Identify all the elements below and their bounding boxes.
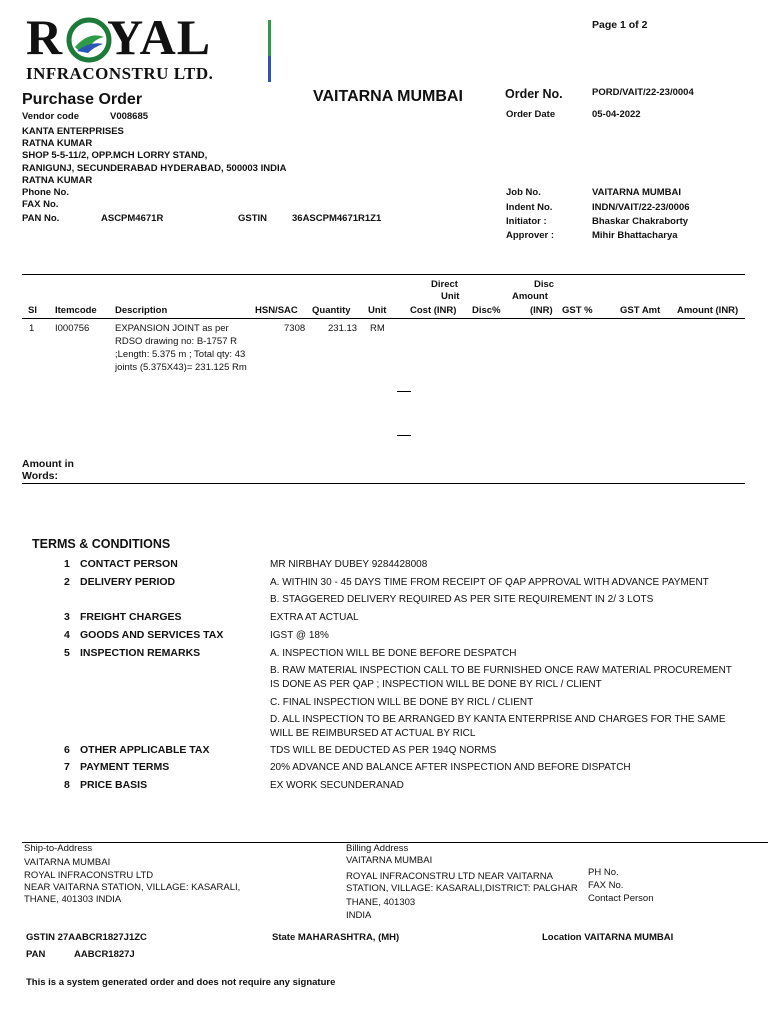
row-itemcode: I000756 xyxy=(55,323,90,334)
term-value: TDS WILL BE DEDUCTED AS PER 194Q NORMS xyxy=(270,745,497,756)
table-bottom-rule xyxy=(22,483,745,484)
company-state: State MAHARASHTRA, (MH) xyxy=(272,932,400,943)
billing-contact-label: Contact Person xyxy=(588,893,654,904)
term-number: 3 xyxy=(64,611,70,623)
logo-bar-green xyxy=(268,20,271,56)
col-gst-amt: GST Amt xyxy=(620,305,661,316)
job-no: VAITARNA MUMBAI xyxy=(592,187,682,198)
col-itemcode: Itemcode xyxy=(55,305,97,316)
term-label: PRICE BASIS xyxy=(80,779,148,791)
row-sl: 1 xyxy=(29,323,35,334)
term-label: FREIGHT CHARGES xyxy=(80,611,182,623)
logo-subtitle: INFRACONSTRU LTD. xyxy=(26,64,214,83)
order-date-label: Order Date xyxy=(506,109,556,120)
term-number: 2 xyxy=(64,576,70,588)
term-label: INSPECTION REMARKS xyxy=(80,647,201,659)
billing-line: THANE, 401303 xyxy=(346,897,416,908)
col-gst-pct: GST % xyxy=(562,305,593,316)
ship-to-label: Ship-to-Address xyxy=(24,843,93,854)
document-title: Purchase Order xyxy=(22,91,143,108)
col-direct-line3: Cost (INR) xyxy=(410,305,457,316)
site-title: VAITARNA MUMBAI xyxy=(313,88,463,105)
vendor-line: RATNA KUMAR xyxy=(22,175,93,186)
vendor-fax-label: FAX No. xyxy=(22,199,59,210)
billing-line: INDIA xyxy=(346,910,372,921)
order-date: 05-04-2022 xyxy=(592,109,641,120)
logo-wordmark: R YAL xyxy=(26,9,212,65)
term-value: B. STAGGERED DELIVERY REQUIRED AS PER SITE REQUIREMENT IN 2/ 3 LOTS xyxy=(270,594,654,605)
term-label: GOODS AND SERVICES TAX xyxy=(80,629,224,641)
order-no-label: Order No. xyxy=(505,87,563,101)
col-disc-pct: Disc% xyxy=(472,305,501,316)
billing-line: STATION, VILLAGE: KASARALI,DISTRICT: PALGHAR xyxy=(346,883,578,894)
billing-phone-label: PH No. xyxy=(588,867,619,878)
company-gstin: GSTIN 27AABCR1827J1ZC xyxy=(26,932,147,943)
logo-bar-blue xyxy=(268,56,271,82)
job-no-label: Job No. xyxy=(506,187,541,198)
term-number: 7 xyxy=(64,761,70,773)
row-quantity: 231.13 xyxy=(328,323,358,334)
vendor-pan: ASCPM4671R xyxy=(101,213,164,224)
col-amount: Amount (INR) xyxy=(677,305,739,316)
term-number: 4 xyxy=(64,629,70,641)
term-value: 20% ADVANCE AND BALANCE AFTER INSPECTION AND BEFORE DISPATCH xyxy=(270,762,631,773)
term-number: 1 xyxy=(64,558,70,570)
ship-to-line: THANE, 401303 INDIA xyxy=(24,894,122,905)
billing-line: ROYAL INFRACONSTRU LTD NEAR VAITARNA xyxy=(346,871,553,882)
term-number: 5 xyxy=(64,647,70,659)
vendor-line: KANTA ENTERPRISES xyxy=(22,126,124,137)
page-number: Page 1 of 2 xyxy=(592,19,648,31)
initiator-label: Initiator : xyxy=(506,216,547,227)
subtotal-dash xyxy=(397,391,411,392)
company-location: Location VAITARNA MUMBAI xyxy=(542,932,674,943)
vendor-line: SHOP 5-5-11/2, OPP.MCH LORRY STAND, xyxy=(22,150,208,161)
billing-fax-label: FAX No. xyxy=(588,880,624,891)
col-disc-amount-line1: Disc xyxy=(534,279,555,290)
amount-in-words-label: Amount in Words: xyxy=(22,458,74,482)
term-label: PAYMENT TERMS xyxy=(80,761,170,773)
company-pan: AABCR1827J xyxy=(74,949,135,960)
logo-o-emblem-icon xyxy=(66,17,112,63)
billing-line: VAITARNA MUMBAI xyxy=(346,855,433,866)
ship-to-line: NEAR VAITARNA STATION, VILLAGE: KASARALI, xyxy=(24,882,241,893)
approver: Mihir Bhattacharya xyxy=(592,230,678,241)
company-pan-label: PAN xyxy=(26,949,46,960)
ship-to-line: VAITARNA MUMBAI xyxy=(24,857,111,868)
term-value: C. FINAL INSPECTION WILL BE DONE BY RICL / CLIENT xyxy=(270,697,534,708)
indent-no-label: Indent No. xyxy=(506,202,553,213)
col-disc-amount-line3: (INR) xyxy=(530,305,553,316)
term-value: A. WITHIN 30 - 45 DAYS TIME FROM RECEIPT OF QAP APPROVAL WITH ADVANCE PAYMENT xyxy=(270,577,709,588)
term-label: DELIVERY PERIOD xyxy=(80,576,176,588)
terms-heading: TERMS & CONDITIONS xyxy=(32,537,171,551)
initiator: Bhaskar Chakraborty xyxy=(592,216,689,227)
approver-label: Approver : xyxy=(506,230,555,241)
term-value: EXTRA AT ACTUAL xyxy=(270,612,359,623)
system-generated-note: This is a system generated order and does not require any signature xyxy=(26,977,336,988)
term-value: IGST @ 18% xyxy=(270,630,329,641)
vendor-code: V008685 xyxy=(110,111,149,122)
term-number: 6 xyxy=(64,744,70,756)
term-value: B. RAW MATERIAL INSPECTION CALL TO BE FURNISHED ONCE RAW MATERIAL PROCUREMENT IS DONE AS PER QAP ; INSPECTION WILL BE DONE BY RICL / CLIENT xyxy=(270,665,732,690)
table-top-rule xyxy=(22,274,745,275)
ship-to-line: ROYAL INFRACONSTRU LTD xyxy=(24,870,154,881)
term-number: 8 xyxy=(64,779,70,791)
col-quantity: Quantity xyxy=(312,305,351,316)
order-no: PORD/VAIT/22-23/0004 xyxy=(592,87,694,98)
col-direct-line2: Unit xyxy=(441,291,460,302)
col-hsn: HSN/SAC xyxy=(255,305,298,316)
total-dash xyxy=(397,435,411,436)
col-direct-line1: Direct xyxy=(431,279,458,290)
table-header-rule xyxy=(22,318,745,319)
company-logo xyxy=(26,9,276,84)
term-value: D. ALL INSPECTION TO BE ARRANGED BY KANTA ENTERPRISE AND CHARGES FOR THE SAME WILL BE REIMBURSED AT ACTUAL BY RICL xyxy=(270,714,726,739)
vendor-line: RATNA KUMAR xyxy=(22,138,93,149)
col-unit: Unit xyxy=(368,305,387,316)
vendor-code-label: Vendor code xyxy=(22,111,80,122)
vendor-gstin: 36ASCPM4671R1Z1 xyxy=(292,213,382,224)
term-label: OTHER APPLICABLE TAX xyxy=(80,744,210,756)
vendor-phone-label: Phone No. xyxy=(22,187,69,198)
term-value: A. INSPECTION WILL BE DONE BEFORE DESPATCH xyxy=(270,648,517,659)
row-hsn: 7308 xyxy=(284,323,306,334)
vendor-pan-label: PAN No. xyxy=(22,213,60,224)
term-label: CONTACT PERSON xyxy=(80,558,178,570)
term-value: EX WORK SECUNDERANAD xyxy=(270,780,404,791)
term-value: MR NIRBHAY DUBEY 9284428008 xyxy=(270,559,428,570)
col-disc-amount-line2: Amount xyxy=(512,291,548,302)
indent-no: INDN/VAIT/22-23/0006 xyxy=(592,202,690,213)
billing-label: Billing Address xyxy=(346,843,409,854)
row-unit: RM xyxy=(370,323,385,334)
row-description: EXPANSION JOINT as per RDSO drawing no: B-1757 R ;Length: 5.375 m ; Total qty: 43 joints (5.375X43)= 231.125 Rm xyxy=(115,323,247,373)
vendor-gstin-label: GSTIN xyxy=(238,213,268,224)
col-sl: Sl xyxy=(28,305,37,316)
vendor-line: RANIGUNJ, SECUNDERABAD HYDERABAD, 500003 INDIA xyxy=(22,163,287,174)
col-description: Description xyxy=(115,305,168,316)
